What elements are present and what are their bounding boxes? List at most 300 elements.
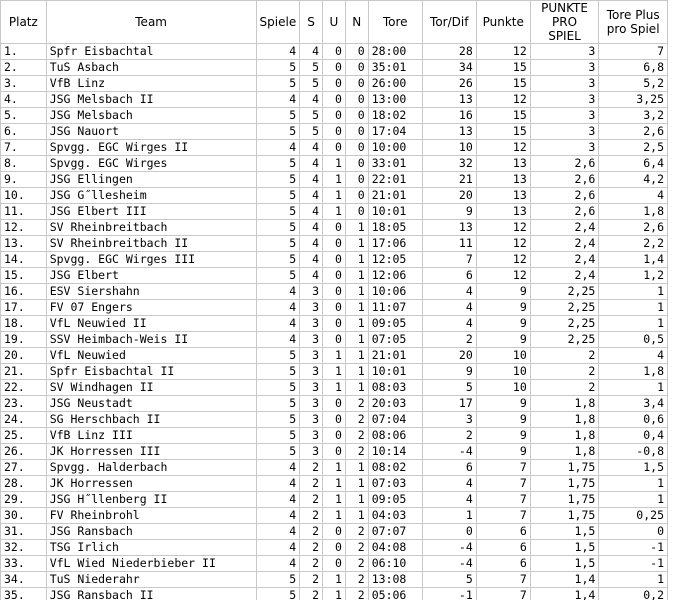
cell-spiele: 4 xyxy=(256,556,300,572)
cell-punkte-pro-spiel: 3 xyxy=(530,108,599,124)
cell-punkte-pro-spiel: 3 xyxy=(530,44,599,60)
cell-n: 0 xyxy=(345,204,368,220)
cell-tordif: 2 xyxy=(422,428,476,444)
cell-n: 2 xyxy=(345,572,368,588)
cell-tore-plus-pro-spiel: 4,2 xyxy=(599,172,668,188)
table-row xyxy=(1,396,668,412)
header-n: N xyxy=(345,1,368,44)
table-row xyxy=(1,236,668,252)
cell-punkte-pro-spiel: 3 xyxy=(530,60,599,76)
cell-platz: 30. xyxy=(1,508,47,524)
cell-s: 2 xyxy=(300,540,323,556)
cell-spiele: 5 xyxy=(256,380,300,396)
cell-punkte: 9 xyxy=(476,428,530,444)
cell-tore: 13:08 xyxy=(368,572,422,588)
cell-punkte-pro-spiel: 1,4 xyxy=(530,588,599,600)
cell-tordif: 28 xyxy=(422,44,476,60)
cell-tore-plus-pro-spiel: 1,8 xyxy=(599,204,668,220)
cell-n: 1 xyxy=(345,348,368,364)
cell-s: 2 xyxy=(300,492,323,508)
cell-spiele: 4 xyxy=(256,460,300,476)
cell-u: 0 xyxy=(323,332,346,348)
cell-team: VfB Linz III xyxy=(46,428,256,444)
cell-platz: 18. xyxy=(1,316,47,332)
cell-team: ESV Siershahn xyxy=(46,284,256,300)
cell-tordif: 20 xyxy=(422,188,476,204)
cell-s: 5 xyxy=(300,124,323,140)
cell-s: 4 xyxy=(300,156,323,172)
cell-tore: 20:03 xyxy=(368,396,422,412)
table-row xyxy=(1,188,668,204)
cell-u: 0 xyxy=(323,300,346,316)
table-row xyxy=(1,332,668,348)
cell-n: 1 xyxy=(345,380,368,396)
cell-n: 0 xyxy=(345,156,368,172)
cell-s: 3 xyxy=(300,396,323,412)
cell-spiele: 5 xyxy=(256,444,300,460)
cell-punkte-pro-spiel: 2,25 xyxy=(530,316,599,332)
cell-u: 0 xyxy=(323,268,346,284)
cell-punkte-pro-spiel: 2 xyxy=(530,380,599,396)
cell-u: 0 xyxy=(323,60,346,76)
cell-punkte: 6 xyxy=(476,556,530,572)
cell-punkte-pro-spiel: 2 xyxy=(530,364,599,380)
cell-s: 3 xyxy=(300,444,323,460)
table-row xyxy=(1,524,668,540)
cell-tordif: 5 xyxy=(422,380,476,396)
cell-u: 0 xyxy=(323,124,346,140)
cell-spiele: 4 xyxy=(256,316,300,332)
cell-spiele: 5 xyxy=(256,588,300,600)
table-row xyxy=(1,156,668,172)
cell-punkte-pro-spiel: 2,4 xyxy=(530,236,599,252)
table-row xyxy=(1,348,668,364)
cell-punkte: 9 xyxy=(476,412,530,428)
cell-punkte: 12 xyxy=(476,140,530,156)
header-platz: Platz xyxy=(1,1,47,44)
cell-tore: 08:03 xyxy=(368,380,422,396)
cell-tore: 10:00 xyxy=(368,140,422,156)
cell-punkte: 13 xyxy=(476,156,530,172)
cell-punkte: 12 xyxy=(476,268,530,284)
cell-platz: 2. xyxy=(1,60,47,76)
cell-spiele: 5 xyxy=(256,364,300,380)
cell-s: 3 xyxy=(300,284,323,300)
cell-punkte-pro-spiel: 3 xyxy=(530,92,599,108)
cell-spiele: 5 xyxy=(256,76,300,92)
cell-team: JSG Elbert III xyxy=(46,204,256,220)
cell-n: 1 xyxy=(345,460,368,476)
cell-tore-plus-pro-spiel: 1 xyxy=(599,380,668,396)
cell-team: Spfr Eisbachtal II xyxy=(46,364,256,380)
cell-tore: 21:01 xyxy=(368,348,422,364)
cell-punkte-pro-spiel: 1,8 xyxy=(530,396,599,412)
cell-platz: 6. xyxy=(1,124,47,140)
header-tore-plus-line1: Tore Plus xyxy=(606,8,660,22)
header-team: Team xyxy=(46,1,256,44)
cell-spiele: 5 xyxy=(256,60,300,76)
cell-platz: 3. xyxy=(1,76,47,92)
cell-n: 1 xyxy=(345,268,368,284)
cell-platz: 35. xyxy=(1,588,47,600)
cell-tordif: 17 xyxy=(422,396,476,412)
cell-n: 0 xyxy=(345,108,368,124)
cell-punkte: 7 xyxy=(476,572,530,588)
cell-s: 5 xyxy=(300,108,323,124)
header-tore-plus-line2: pro Spiel xyxy=(606,22,660,36)
header-s: S xyxy=(300,1,323,44)
cell-team: JSG H˝llenberg II xyxy=(46,492,256,508)
cell-tore-plus-pro-spiel: 1,2 xyxy=(599,268,668,284)
cell-u: 0 xyxy=(323,396,346,412)
cell-platz: 9. xyxy=(1,172,47,188)
cell-s: 4 xyxy=(300,268,323,284)
cell-tore-plus-pro-spiel: 3,25 xyxy=(599,92,668,108)
cell-punkte: 15 xyxy=(476,108,530,124)
cell-spiele: 4 xyxy=(256,92,300,108)
cell-punkte: 6 xyxy=(476,540,530,556)
cell-platz: 15. xyxy=(1,268,47,284)
cell-spiele: 4 xyxy=(256,540,300,556)
cell-team: TSG Irlich xyxy=(46,540,256,556)
cell-u: 0 xyxy=(323,76,346,92)
cell-tordif: -4 xyxy=(422,444,476,460)
cell-n: 2 xyxy=(345,412,368,428)
cell-platz: 28. xyxy=(1,476,47,492)
table-row xyxy=(1,284,668,300)
cell-punkte-pro-spiel: 2,4 xyxy=(530,268,599,284)
cell-n: 1 xyxy=(345,236,368,252)
cell-u: 1 xyxy=(323,188,346,204)
header-spiele: Spiele xyxy=(256,1,300,44)
cell-team: JSG Ransbach xyxy=(46,524,256,540)
cell-s: 2 xyxy=(300,524,323,540)
cell-tore-plus-pro-spiel: 0 xyxy=(599,524,668,540)
cell-platz: 32. xyxy=(1,540,47,556)
cell-tore-plus-pro-spiel: 1,4 xyxy=(599,252,668,268)
cell-tordif: 9 xyxy=(422,364,476,380)
cell-tore-plus-pro-spiel: 1 xyxy=(599,300,668,316)
cell-tore-plus-pro-spiel: 1 xyxy=(599,492,668,508)
cell-punkte: 15 xyxy=(476,124,530,140)
cell-tore: 07:03 xyxy=(368,476,422,492)
cell-punkte: 7 xyxy=(476,492,530,508)
cell-s: 4 xyxy=(300,252,323,268)
cell-tore-plus-pro-spiel: 4 xyxy=(599,188,668,204)
cell-spiele: 5 xyxy=(256,412,300,428)
cell-punkte-pro-spiel: 1,8 xyxy=(530,412,599,428)
table-row xyxy=(1,412,668,428)
cell-tore-plus-pro-spiel: 0,5 xyxy=(599,332,668,348)
cell-s: 4 xyxy=(300,44,323,60)
cell-s: 3 xyxy=(300,412,323,428)
header-punkte-pro-spiel xyxy=(530,1,599,44)
cell-n: 2 xyxy=(345,588,368,600)
cell-tore: 10:06 xyxy=(368,284,422,300)
cell-tore: 06:10 xyxy=(368,556,422,572)
header-u: U xyxy=(323,1,346,44)
cell-n: 2 xyxy=(345,396,368,412)
cell-u: 0 xyxy=(323,428,346,444)
cell-n: 0 xyxy=(345,44,368,60)
cell-s: 3 xyxy=(300,332,323,348)
cell-platz: 27. xyxy=(1,460,47,476)
cell-tore: 05:06 xyxy=(368,588,422,600)
cell-punkte-pro-spiel: 1,5 xyxy=(530,540,599,556)
cell-u: 0 xyxy=(323,140,346,156)
cell-u: 0 xyxy=(323,412,346,428)
cell-tore-plus-pro-spiel: 5,2 xyxy=(599,76,668,92)
cell-team: JSG Neustadt xyxy=(46,396,256,412)
cell-tore-plus-pro-spiel: 0,6 xyxy=(599,412,668,428)
cell-spiele: 4 xyxy=(256,524,300,540)
cell-punkte-pro-spiel: 3 xyxy=(530,124,599,140)
cell-spiele: 4 xyxy=(256,476,300,492)
cell-tore-plus-pro-spiel: 1 xyxy=(599,316,668,332)
cell-tore: 07:05 xyxy=(368,332,422,348)
cell-n: 1 xyxy=(345,492,368,508)
cell-punkte: 7 xyxy=(476,508,530,524)
cell-tore-plus-pro-spiel: -1 xyxy=(599,540,668,556)
table-row xyxy=(1,556,668,572)
cell-punkte-pro-spiel: 1,5 xyxy=(530,556,599,572)
cell-punkte-pro-spiel: 1,75 xyxy=(530,460,599,476)
cell-punkte: 9 xyxy=(476,396,530,412)
cell-punkte: 10 xyxy=(476,348,530,364)
cell-tore-plus-pro-spiel: 0,2 xyxy=(599,588,668,600)
cell-tore-plus-pro-spiel: 6,4 xyxy=(599,156,668,172)
cell-punkte: 10 xyxy=(476,380,530,396)
cell-n: 1 xyxy=(345,220,368,236)
cell-platz: 23. xyxy=(1,396,47,412)
cell-u: 1 xyxy=(323,476,346,492)
cell-platz: 24. xyxy=(1,412,47,428)
cell-punkte: 12 xyxy=(476,220,530,236)
cell-punkte-pro-spiel: 1,75 xyxy=(530,476,599,492)
cell-tordif: -4 xyxy=(422,540,476,556)
cell-platz: 21. xyxy=(1,364,47,380)
cell-team: JSG Nauort xyxy=(46,124,256,140)
cell-team: JSG Melsbach II xyxy=(46,92,256,108)
cell-tordif: 13 xyxy=(422,220,476,236)
cell-tore-plus-pro-spiel: 6,8 xyxy=(599,60,668,76)
cell-tore: 18:05 xyxy=(368,220,422,236)
cell-team: JK Horressen III xyxy=(46,444,256,460)
cell-platz: 33. xyxy=(1,556,47,572)
cell-tore: 09:05 xyxy=(368,316,422,332)
cell-n: 1 xyxy=(345,284,368,300)
cell-tordif: 9 xyxy=(422,204,476,220)
cell-s: 4 xyxy=(300,204,323,220)
cell-tore: 13:00 xyxy=(368,92,422,108)
cell-punkte-pro-spiel: 2,6 xyxy=(530,188,599,204)
cell-punkte-pro-spiel: 2,25 xyxy=(530,300,599,316)
cell-n: 1 xyxy=(345,476,368,492)
cell-spiele: 4 xyxy=(256,44,300,60)
table-row xyxy=(1,92,668,108)
cell-punkte-pro-spiel: 2,6 xyxy=(530,172,599,188)
cell-punkte: 12 xyxy=(476,236,530,252)
header-punkte-pro-spiel-line1: PUNKTE xyxy=(541,1,588,15)
cell-u: 1 xyxy=(323,508,346,524)
cell-platz: 20. xyxy=(1,348,47,364)
cell-n: 2 xyxy=(345,428,368,444)
table-row xyxy=(1,460,668,476)
header-row xyxy=(1,1,668,44)
cell-spiele: 5 xyxy=(256,220,300,236)
cell-platz: 10. xyxy=(1,188,47,204)
cell-tore: 18:02 xyxy=(368,108,422,124)
cell-team: VfL Wied Niederbieber II xyxy=(46,556,256,572)
cell-tore-plus-pro-spiel: 1 xyxy=(599,476,668,492)
cell-spiele: 4 xyxy=(256,284,300,300)
cell-tore: 10:01 xyxy=(368,204,422,220)
header-tore-plus-pro-spiel xyxy=(599,1,668,44)
cell-tore: 08:06 xyxy=(368,428,422,444)
header-tordif: Tor/Dif xyxy=(422,1,476,44)
cell-team: Spfr Eisbachtal xyxy=(46,44,256,60)
cell-tordif: 4 xyxy=(422,316,476,332)
cell-u: 0 xyxy=(323,220,346,236)
cell-punkte: 9 xyxy=(476,332,530,348)
cell-tore-plus-pro-spiel: 2,6 xyxy=(599,124,668,140)
cell-tore: 07:04 xyxy=(368,412,422,428)
cell-tore-plus-pro-spiel: 0,4 xyxy=(599,428,668,444)
cell-platz: 19. xyxy=(1,332,47,348)
cell-u: 1 xyxy=(323,156,346,172)
table-row xyxy=(1,140,668,156)
cell-team: SV Windhagen II xyxy=(46,380,256,396)
cell-tore-plus-pro-spiel: -1 xyxy=(599,556,668,572)
cell-u: 1 xyxy=(323,380,346,396)
cell-tore-plus-pro-spiel: 7 xyxy=(599,44,668,60)
cell-platz: 13. xyxy=(1,236,47,252)
cell-tordif: 26 xyxy=(422,76,476,92)
table-row xyxy=(1,172,668,188)
cell-team: Spvgg. EGC Wirges xyxy=(46,156,256,172)
cell-u: 1 xyxy=(323,460,346,476)
cell-tore-plus-pro-spiel: -0,8 xyxy=(599,444,668,460)
cell-spiele: 5 xyxy=(256,268,300,284)
cell-tore: 17:06 xyxy=(368,236,422,252)
cell-team: Spvgg. EGC Wirges III xyxy=(46,252,256,268)
cell-team: VfL Neuwied II xyxy=(46,316,256,332)
cell-spiele: 4 xyxy=(256,332,300,348)
cell-n: 1 xyxy=(345,316,368,332)
cell-tordif: 2 xyxy=(422,332,476,348)
cell-u: 0 xyxy=(323,44,346,60)
table-row xyxy=(1,60,668,76)
cell-u: 0 xyxy=(323,92,346,108)
cell-tore: 04:08 xyxy=(368,540,422,556)
cell-n: 1 xyxy=(345,364,368,380)
cell-s: 2 xyxy=(300,572,323,588)
cell-platz: 22. xyxy=(1,380,47,396)
cell-team: SV Rheinbreitbach II xyxy=(46,236,256,252)
cell-platz: 17. xyxy=(1,300,47,316)
cell-platz: 16. xyxy=(1,284,47,300)
cell-spiele: 5 xyxy=(256,156,300,172)
cell-tore: 10:14 xyxy=(368,444,422,460)
cell-tore: 10:01 xyxy=(368,364,422,380)
cell-platz: 14. xyxy=(1,252,47,268)
cell-team: FV Rheinbrohl xyxy=(46,508,256,524)
cell-punkte: 6 xyxy=(476,524,530,540)
cell-u: 1 xyxy=(323,572,346,588)
cell-platz: 5. xyxy=(1,108,47,124)
cell-team: FV 07 Engers xyxy=(46,300,256,316)
cell-u: 0 xyxy=(323,524,346,540)
table-row xyxy=(1,588,668,600)
table-row xyxy=(1,252,668,268)
cell-punkte-pro-spiel: 2 xyxy=(530,348,599,364)
cell-team: SG Herschbach II xyxy=(46,412,256,428)
cell-s: 4 xyxy=(300,188,323,204)
cell-spiele: 5 xyxy=(256,236,300,252)
cell-n: 0 xyxy=(345,92,368,108)
cell-punkte: 13 xyxy=(476,172,530,188)
cell-spiele: 5 xyxy=(256,348,300,364)
cell-n: 0 xyxy=(345,188,368,204)
cell-tore: 12:06 xyxy=(368,268,422,284)
cell-u: 1 xyxy=(323,588,346,600)
cell-u: 0 xyxy=(323,556,346,572)
cell-punkte: 15 xyxy=(476,76,530,92)
table-row xyxy=(1,540,668,556)
cell-punkte: 12 xyxy=(476,92,530,108)
cell-u: 0 xyxy=(323,108,346,124)
cell-team: TuS Asbach xyxy=(46,60,256,76)
cell-punkte: 13 xyxy=(476,188,530,204)
cell-team: VfB Linz xyxy=(46,76,256,92)
cell-spiele: 4 xyxy=(256,140,300,156)
cell-s: 3 xyxy=(300,364,323,380)
cell-spiele: 5 xyxy=(256,124,300,140)
cell-tordif: 4 xyxy=(422,476,476,492)
cell-n: 2 xyxy=(345,540,368,556)
cell-spiele: 4 xyxy=(256,300,300,316)
cell-u: 1 xyxy=(323,364,346,380)
table-row xyxy=(1,476,668,492)
cell-punkte: 13 xyxy=(476,204,530,220)
cell-team: JSG Ellingen xyxy=(46,172,256,188)
cell-spiele: 5 xyxy=(256,108,300,124)
cell-n: 2 xyxy=(345,524,368,540)
cell-tordif: -4 xyxy=(422,556,476,572)
cell-tore: 09:05 xyxy=(368,492,422,508)
cell-n: 1 xyxy=(345,252,368,268)
cell-n: 2 xyxy=(345,556,368,572)
cell-tore: 12:05 xyxy=(368,252,422,268)
table-row xyxy=(1,444,668,460)
cell-tordif: 4 xyxy=(422,300,476,316)
cell-punkte-pro-spiel: 3 xyxy=(530,76,599,92)
table-row xyxy=(1,364,668,380)
cell-n: 0 xyxy=(345,124,368,140)
cell-s: 3 xyxy=(300,348,323,364)
cell-n: 1 xyxy=(345,508,368,524)
cell-s: 2 xyxy=(300,460,323,476)
cell-s: 2 xyxy=(300,476,323,492)
cell-team: SV Rheinbreitbach xyxy=(46,220,256,236)
cell-s: 4 xyxy=(300,236,323,252)
header-punkte-pro-spiel-line2: PRO xyxy=(552,15,578,29)
cell-platz: 12. xyxy=(1,220,47,236)
cell-tordif: 11 xyxy=(422,236,476,252)
cell-punkte: 9 xyxy=(476,300,530,316)
cell-punkte: 7 xyxy=(476,476,530,492)
cell-team: JSG Melsbach xyxy=(46,108,256,124)
